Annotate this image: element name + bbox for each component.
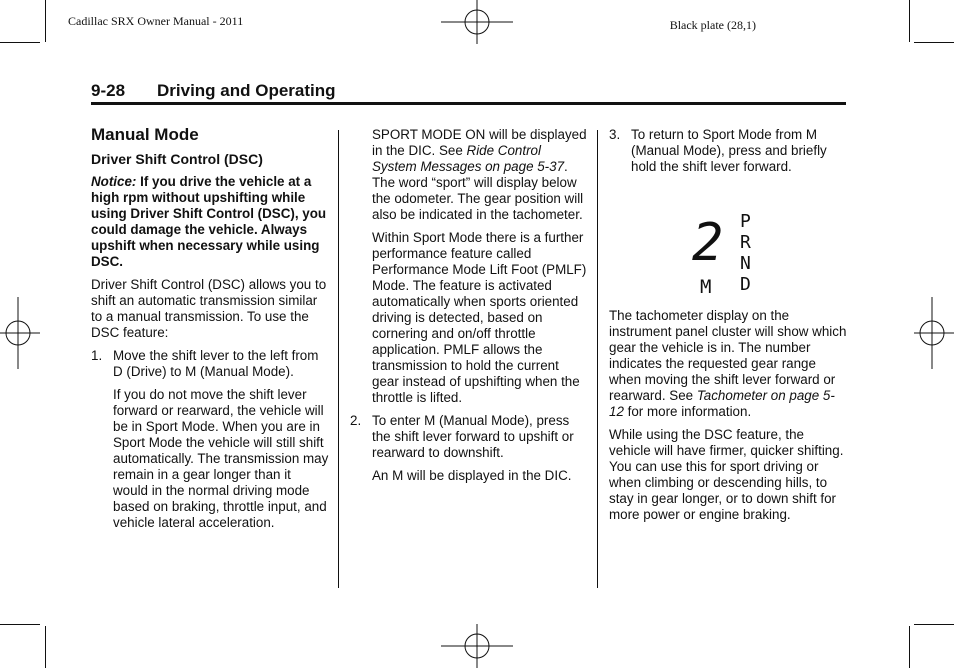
pmlf-paragraph: Within Sport Mode there is a further performance feature called Performance Mode Lift Foot (PMLF) Mode. The feature is activated automatically when sports oriented driving is detected, based on cornering and on/off throttle application. PMLF allows the transmission to hold the current gear instead of upshifting when the throttle is lifted. bbox=[372, 230, 587, 405]
text: . The word “sport” will display below the odometer. The gear position will also be indicated in the tachometer. bbox=[372, 159, 584, 222]
page-number: 9-28 bbox=[91, 81, 126, 100]
notice-text: If you drive the vehicle at a high rpm without upshifting while using Driver Shift Control (DSC), you could damage the vehicle. Always upshift when necessary while using DSC. bbox=[91, 174, 327, 269]
step-number: 3. bbox=[609, 127, 621, 142]
intro-paragraph: Driver Shift Control (DSC) allows you to shift an automatic transmission similar to a manual transmission. To use the DSC feature: bbox=[91, 277, 327, 340]
crop-mark bbox=[914, 624, 954, 625]
notice-label: Notice: bbox=[91, 174, 137, 189]
column-3 bbox=[609, 127, 847, 182]
crop-mark bbox=[45, 0, 46, 42]
manual-mode-indicator: M bbox=[700, 276, 712, 298]
step-1 bbox=[91, 348, 329, 380]
heading-rule bbox=[91, 102, 846, 105]
gear-p: P bbox=[740, 211, 751, 232]
registration-mark-left bbox=[0, 297, 40, 369]
step-number: 2. bbox=[350, 413, 362, 428]
crop-mark bbox=[909, 626, 910, 668]
crop-mark bbox=[45, 626, 46, 668]
text: The tachometer display on the instrument panel cluster will show which gear the vehicle is in. The number indicates the requested gear range when moving the shift lever forward or rearward. See bbox=[609, 308, 847, 403]
step-text: To return to Sport Mode from M (Manual Mode), press and briefly hold the shift lever forward. bbox=[631, 127, 827, 174]
column-1 bbox=[91, 127, 329, 538]
cross-reference: Ride Control System Messages on page 5-37 bbox=[372, 143, 565, 174]
column-3-lower bbox=[609, 308, 847, 530]
crop-mark bbox=[914, 42, 954, 43]
registration-mark-bottom bbox=[441, 624, 513, 668]
column-divider bbox=[597, 130, 598, 588]
notice bbox=[91, 174, 329, 270]
manual-title: Cadillac SRX Owner Manual - 2011 bbox=[68, 14, 244, 28]
step-number: 1. bbox=[91, 348, 103, 363]
text: for more information. bbox=[623, 404, 752, 419]
text: SPORT MODE ON will be displayed in the DIC. See bbox=[372, 127, 587, 158]
gear-r: R bbox=[740, 232, 751, 253]
step-text: Move the shift lever to the left from D (Drive) to M (Manual Mode). bbox=[113, 348, 319, 379]
step-2-detail: An M will be displayed in the DIC. bbox=[372, 468, 572, 483]
topic-title: Manual Mode bbox=[91, 125, 199, 144]
dsc-benefits-paragraph: While using the DSC feature, the vehicle will have firmer, quicker shifting. You can use this for sport driving or when climbing or descending hills, to stay in gear longer, or to down shift for more power or engine braking. bbox=[609, 427, 844, 522]
prnd-indicator bbox=[740, 211, 751, 295]
column-divider bbox=[338, 130, 339, 588]
crop-mark bbox=[909, 0, 910, 42]
step-3 bbox=[609, 127, 847, 175]
column-2 bbox=[350, 127, 588, 491]
cross-reference: Tachometer on page 5-12 bbox=[609, 388, 835, 419]
crop-mark bbox=[0, 624, 40, 625]
gear-n: N bbox=[740, 253, 751, 274]
gear-number: 2 bbox=[692, 213, 724, 273]
plate-label: Black plate (28,1) bbox=[669, 18, 756, 32]
crop-mark bbox=[0, 42, 40, 43]
gear-d: D bbox=[740, 274, 751, 295]
step-2 bbox=[350, 413, 588, 461]
step-1-detail: If you do not move the shift lever forward or rearward, the vehicle will be in Sport Mode. When you are in Sport Mode the vehicle will still shift automatically. The transmission may remain in a gear longer than it would in the normal driving mode based on braking, throttle input, and vehicle lateral acceleration. bbox=[113, 387, 329, 530]
section-title: Driving and Operating bbox=[157, 81, 336, 100]
registration-mark-top bbox=[441, 0, 513, 44]
sport-mode-paragraph bbox=[350, 127, 588, 223]
registration-mark-right bbox=[914, 297, 954, 369]
gear-display-illustration bbox=[672, 207, 782, 301]
step-text: To enter M (Manual Mode), press the shift lever forward to upshift or rearward to downshift. bbox=[372, 413, 574, 460]
subtopic-title: Driver Shift Control (DSC) bbox=[91, 151, 263, 167]
section-heading bbox=[91, 81, 336, 101]
tachometer-paragraph bbox=[609, 308, 847, 420]
